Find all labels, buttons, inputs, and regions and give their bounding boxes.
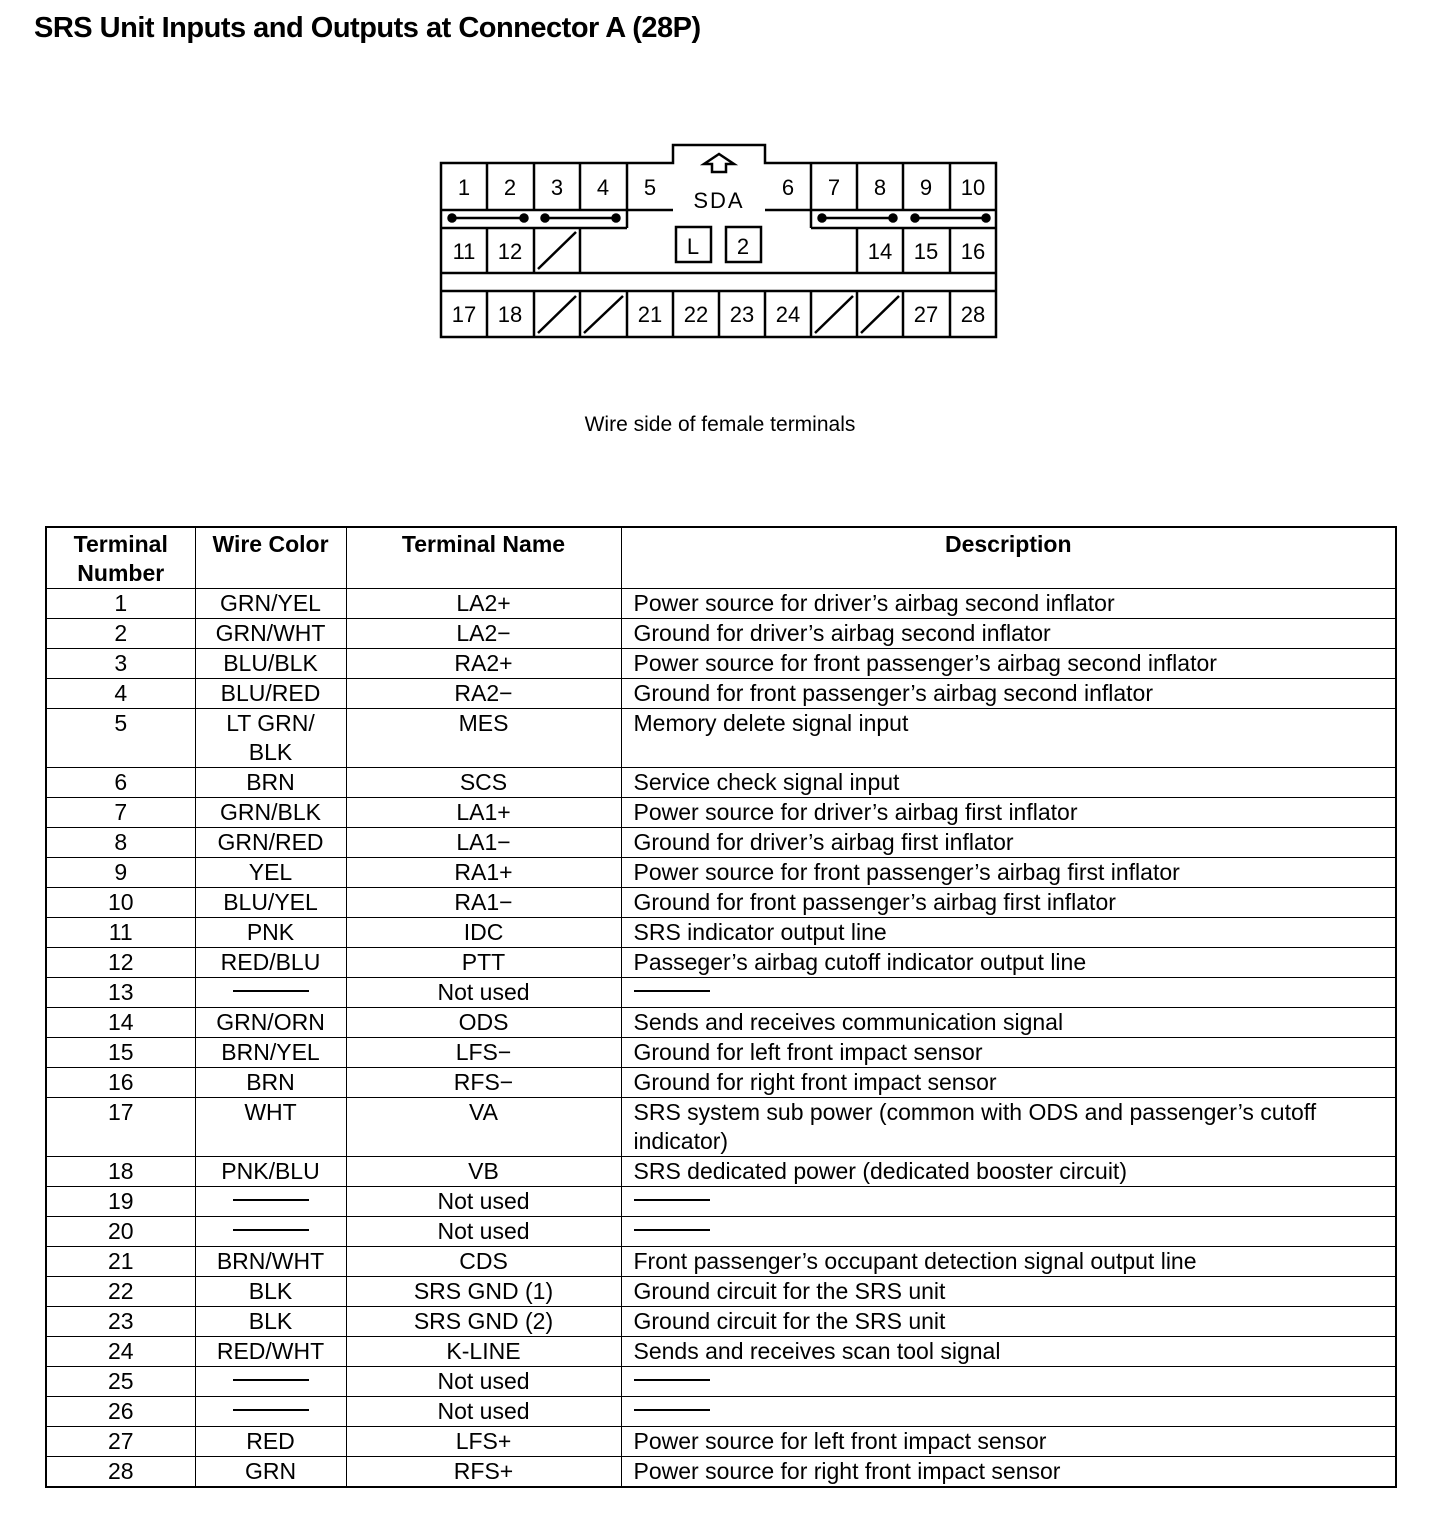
wire-color-cell: GRN/RED — [195, 828, 346, 858]
terminal-name-cell: RA2− — [346, 679, 621, 709]
table-row — [46, 1277, 1396, 1307]
terminal-name-cell: LA2− — [346, 619, 621, 649]
wire-color-cell: GRN — [195, 1457, 346, 1488]
not-used-dash — [233, 1199, 309, 1201]
description-cell: Power source for front passenger’s airbag first inflator — [621, 858, 1396, 888]
wire-color-cell — [195, 1187, 346, 1217]
table-row — [46, 1187, 1396, 1217]
description-cell: Power source for left front impact sensor — [621, 1427, 1396, 1457]
description-cell: Power source for front passenger’s airbag second inflator — [621, 649, 1396, 679]
terminal-name-cell: LFS− — [346, 1038, 621, 1068]
table-row — [46, 1247, 1396, 1277]
description-cell: Memory delete signal input — [621, 709, 1396, 768]
terminal-name-cell: RA1− — [346, 888, 621, 918]
table-row — [46, 649, 1396, 679]
description-cell: SRS system sub power (common with ODS and passenger’s cutoff indicator) — [621, 1098, 1396, 1157]
table-row — [46, 1038, 1396, 1068]
terminal-number-cell: 6 — [46, 768, 195, 798]
cavity-9: 9 — [919, 175, 933, 200]
description-cell: Ground for left front impact sensor — [621, 1038, 1396, 1068]
wire-color-cell — [195, 1397, 346, 1427]
cavity-10: 10 — [960, 175, 986, 200]
cavity-3: 3 — [550, 175, 564, 200]
key-box-l: L — [686, 234, 700, 259]
terminal-number-cell: 19 — [46, 1187, 195, 1217]
terminal-number-cell: 27 — [46, 1427, 195, 1457]
cavity-5: 5 — [643, 175, 657, 200]
description-cell: Ground circuit for the SRS unit — [621, 1307, 1396, 1337]
cavity-1: 1 — [457, 175, 471, 200]
description-cell: Power source for driver’s airbag first inflator — [621, 798, 1396, 828]
terminal-number-cell: 10 — [46, 888, 195, 918]
header-wire-color: Wire Color — [195, 527, 346, 589]
cavity-11: 11 — [452, 239, 476, 264]
table-row — [46, 978, 1396, 1008]
terminal-number-cell: 23 — [46, 1307, 195, 1337]
wire-color-cell: GRN/YEL — [195, 589, 346, 619]
table-row — [46, 1427, 1396, 1457]
terminal-name-cell: Not used — [346, 1217, 621, 1247]
header-terminal-name: Terminal Name — [346, 527, 621, 589]
table-row — [46, 1098, 1396, 1157]
terminal-name-cell: SRS GND (2) — [346, 1307, 621, 1337]
wire-color-cell: BLU/RED — [195, 679, 346, 709]
terminal-name-cell: LA2+ — [346, 589, 621, 619]
terminal-name-cell: LA1+ — [346, 798, 621, 828]
not-used-dash — [233, 1409, 309, 1411]
cavity-22: 22 — [683, 302, 709, 327]
terminal-name-cell: RA1+ — [346, 858, 621, 888]
wire-color-cell: BLK — [195, 1307, 346, 1337]
terminal-name-cell: Not used — [346, 978, 621, 1008]
terminal-number-cell: 8 — [46, 828, 195, 858]
wire-color-cell: WHT — [195, 1098, 346, 1157]
wire-color-cell — [195, 978, 346, 1008]
table-row — [46, 1008, 1396, 1038]
description-cell: SRS indicator output line — [621, 918, 1396, 948]
description-cell — [621, 1217, 1396, 1247]
terminal-name-cell: Not used — [346, 1397, 621, 1427]
connector-label: SDA — [693, 188, 745, 213]
description-cell: SRS dedicated power (dedicated booster circuit) — [621, 1157, 1396, 1187]
table-row — [46, 589, 1396, 619]
terminal-name-cell: LA1− — [346, 828, 621, 858]
not-used-dash — [634, 1409, 710, 1411]
cavity-23: 23 — [729, 302, 755, 327]
terminal-name-cell: ODS — [346, 1008, 621, 1038]
table-row — [46, 798, 1396, 828]
table-row — [46, 1217, 1396, 1247]
header-terminal-number: Terminal Number — [46, 527, 195, 589]
description-cell — [621, 1187, 1396, 1217]
terminal-name-cell: RFS− — [346, 1068, 621, 1098]
table-row — [46, 768, 1396, 798]
cavity-24: 24 — [775, 302, 801, 327]
terminal-number-cell: 12 — [46, 948, 195, 978]
terminal-name-cell: LFS+ — [346, 1427, 621, 1457]
wire-color-cell: LT GRN/ BLK — [195, 709, 346, 768]
connector-caption: Wire side of female terminals — [584, 413, 856, 436]
wire-color-cell: BLU/YEL — [195, 888, 346, 918]
terminal-number-cell: 3 — [46, 649, 195, 679]
terminal-number-cell: 2 — [46, 619, 195, 649]
cavity-12: 12 — [497, 239, 523, 264]
terminal-number-cell: 21 — [46, 1247, 195, 1277]
wire-color-cell: YEL — [195, 858, 346, 888]
terminal-number-cell: 1 — [46, 589, 195, 619]
cavity-27: 27 — [913, 302, 939, 327]
terminal-number-cell: 7 — [46, 798, 195, 828]
wire-color-cell: RED/WHT — [195, 1337, 346, 1367]
table-row — [46, 1457, 1396, 1488]
terminal-name-cell: VB — [346, 1157, 621, 1187]
wire-color-cell: RED/BLU — [195, 948, 346, 978]
wire-color-cell — [195, 1217, 346, 1247]
description-cell: Ground for front passenger’s airbag second inflator — [621, 679, 1396, 709]
table-body — [46, 589, 1396, 1488]
table-row — [46, 828, 1396, 858]
terminal-name-cell: SRS GND (1) — [346, 1277, 621, 1307]
key-box-2: 2 — [736, 234, 750, 259]
terminal-name-cell: IDC — [346, 918, 621, 948]
description-cell: Service check signal input — [621, 768, 1396, 798]
wire-color-cell: GRN/WHT — [195, 619, 346, 649]
table-row — [46, 1367, 1396, 1397]
not-used-dash — [233, 1379, 309, 1381]
terminal-number-cell: 22 — [46, 1277, 195, 1307]
not-used-dash — [634, 1199, 710, 1201]
table-row — [46, 1307, 1396, 1337]
table-row — [46, 709, 1396, 768]
not-used-dash — [634, 1229, 710, 1231]
terminal-name-cell: RA2+ — [346, 649, 621, 679]
cavity-14: 14 — [867, 239, 893, 264]
terminal-name-cell: PTT — [346, 948, 621, 978]
cavity-18: 18 — [497, 302, 523, 327]
wire-color-cell: BRN — [195, 768, 346, 798]
cavity-2: 2 — [503, 175, 517, 200]
description-cell: Ground for front passenger’s airbag first inflator — [621, 888, 1396, 918]
wire-color-cell: BLU/BLK — [195, 649, 346, 679]
wire-color-cell: RED — [195, 1427, 346, 1457]
terminal-number-cell: 20 — [46, 1217, 195, 1247]
description-cell: Front passenger’s occupant detection signal output line — [621, 1247, 1396, 1277]
description-cell: Ground for right front impact sensor — [621, 1068, 1396, 1098]
table-header-row — [46, 527, 1396, 589]
description-cell: Ground circuit for the SRS unit — [621, 1277, 1396, 1307]
cavity-21: 21 — [637, 302, 663, 327]
terminal-number-cell: 18 — [46, 1157, 195, 1187]
terminal-number-cell: 17 — [46, 1098, 195, 1157]
terminal-number-cell: 4 — [46, 679, 195, 709]
table-row — [46, 619, 1396, 649]
terminal-number-cell: 14 — [46, 1008, 195, 1038]
description-cell — [621, 978, 1396, 1008]
terminal-number-cell: 24 — [46, 1337, 195, 1367]
terminal-name-cell: K-LINE — [346, 1337, 621, 1367]
terminal-number-cell: 28 — [46, 1457, 195, 1488]
terminal-name-cell: SCS — [346, 768, 621, 798]
wire-color-cell: BRN/YEL — [195, 1038, 346, 1068]
terminal-name-cell: Not used — [346, 1187, 621, 1217]
cavity-4: 4 — [596, 175, 610, 200]
wire-color-cell: PNK — [195, 918, 346, 948]
terminal-number-cell: 13 — [46, 978, 195, 1008]
table-row — [46, 948, 1396, 978]
cavity-15: 15 — [913, 239, 939, 264]
description-cell: Ground for driver’s airbag first inflator — [621, 828, 1396, 858]
description-cell — [621, 1397, 1396, 1427]
wire-color-cell: BLK — [195, 1277, 346, 1307]
cavity-28: 28 — [960, 302, 986, 327]
terminal-table — [45, 526, 1397, 1488]
terminal-number-cell: 5 — [46, 709, 195, 768]
table-row — [46, 1068, 1396, 1098]
table-row — [46, 1157, 1396, 1187]
wire-color-cell: GRN/BLK — [195, 798, 346, 828]
table-row — [46, 918, 1396, 948]
terminal-number-cell: 15 — [46, 1038, 195, 1068]
description-cell: Power source for driver’s airbag second inflator — [621, 589, 1396, 619]
terminal-number-cell: 25 — [46, 1367, 195, 1397]
table-row — [46, 1397, 1396, 1427]
terminal-name-cell: MES — [346, 709, 621, 768]
description-cell: Passeger’s airbag cutoff indicator output line — [621, 948, 1396, 978]
terminal-number-cell: 16 — [46, 1068, 195, 1098]
wire-color-cell: PNK/BLU — [195, 1157, 346, 1187]
terminal-number-cell: 26 — [46, 1397, 195, 1427]
description-cell: Sends and receives scan tool signal — [621, 1337, 1396, 1367]
not-used-dash — [634, 990, 710, 992]
wire-color-cell: BRN/WHT — [195, 1247, 346, 1277]
not-used-dash — [634, 1379, 710, 1381]
wire-color-cell: GRN/ORN — [195, 1008, 346, 1038]
terminal-name-cell: RFS+ — [346, 1457, 621, 1488]
header-description: Description — [621, 527, 1396, 589]
description-cell — [621, 1367, 1396, 1397]
page-title: SRS Unit Inputs and Outputs at Connector A (28P) — [34, 12, 701, 44]
cavity-7: 7 — [827, 175, 841, 200]
terminal-name-cell: VA — [346, 1098, 621, 1157]
cavity-8: 8 — [873, 175, 887, 200]
not-used-dash — [233, 1229, 309, 1231]
description-cell: Ground for driver’s airbag second inflator — [621, 619, 1396, 649]
table-row — [46, 1337, 1396, 1367]
terminal-number-cell: 9 — [46, 858, 195, 888]
not-used-dash — [233, 990, 309, 992]
terminal-name-cell: Not used — [346, 1367, 621, 1397]
description-cell: Sends and receives communication signal — [621, 1008, 1396, 1038]
wire-color-cell: BRN — [195, 1068, 346, 1098]
wire-color-cell — [195, 1367, 346, 1397]
table-row — [46, 858, 1396, 888]
description-cell: Power source for right front impact sensor — [621, 1457, 1396, 1488]
table-row — [46, 679, 1396, 709]
cavity-16: 16 — [960, 239, 986, 264]
cavity-6: 6 — [781, 175, 795, 200]
terminal-name-cell: CDS — [346, 1247, 621, 1277]
connector-diagram — [0, 0, 1440, 400]
cavity-17: 17 — [451, 302, 477, 327]
table-row — [46, 888, 1396, 918]
terminal-number-cell: 11 — [46, 918, 195, 948]
